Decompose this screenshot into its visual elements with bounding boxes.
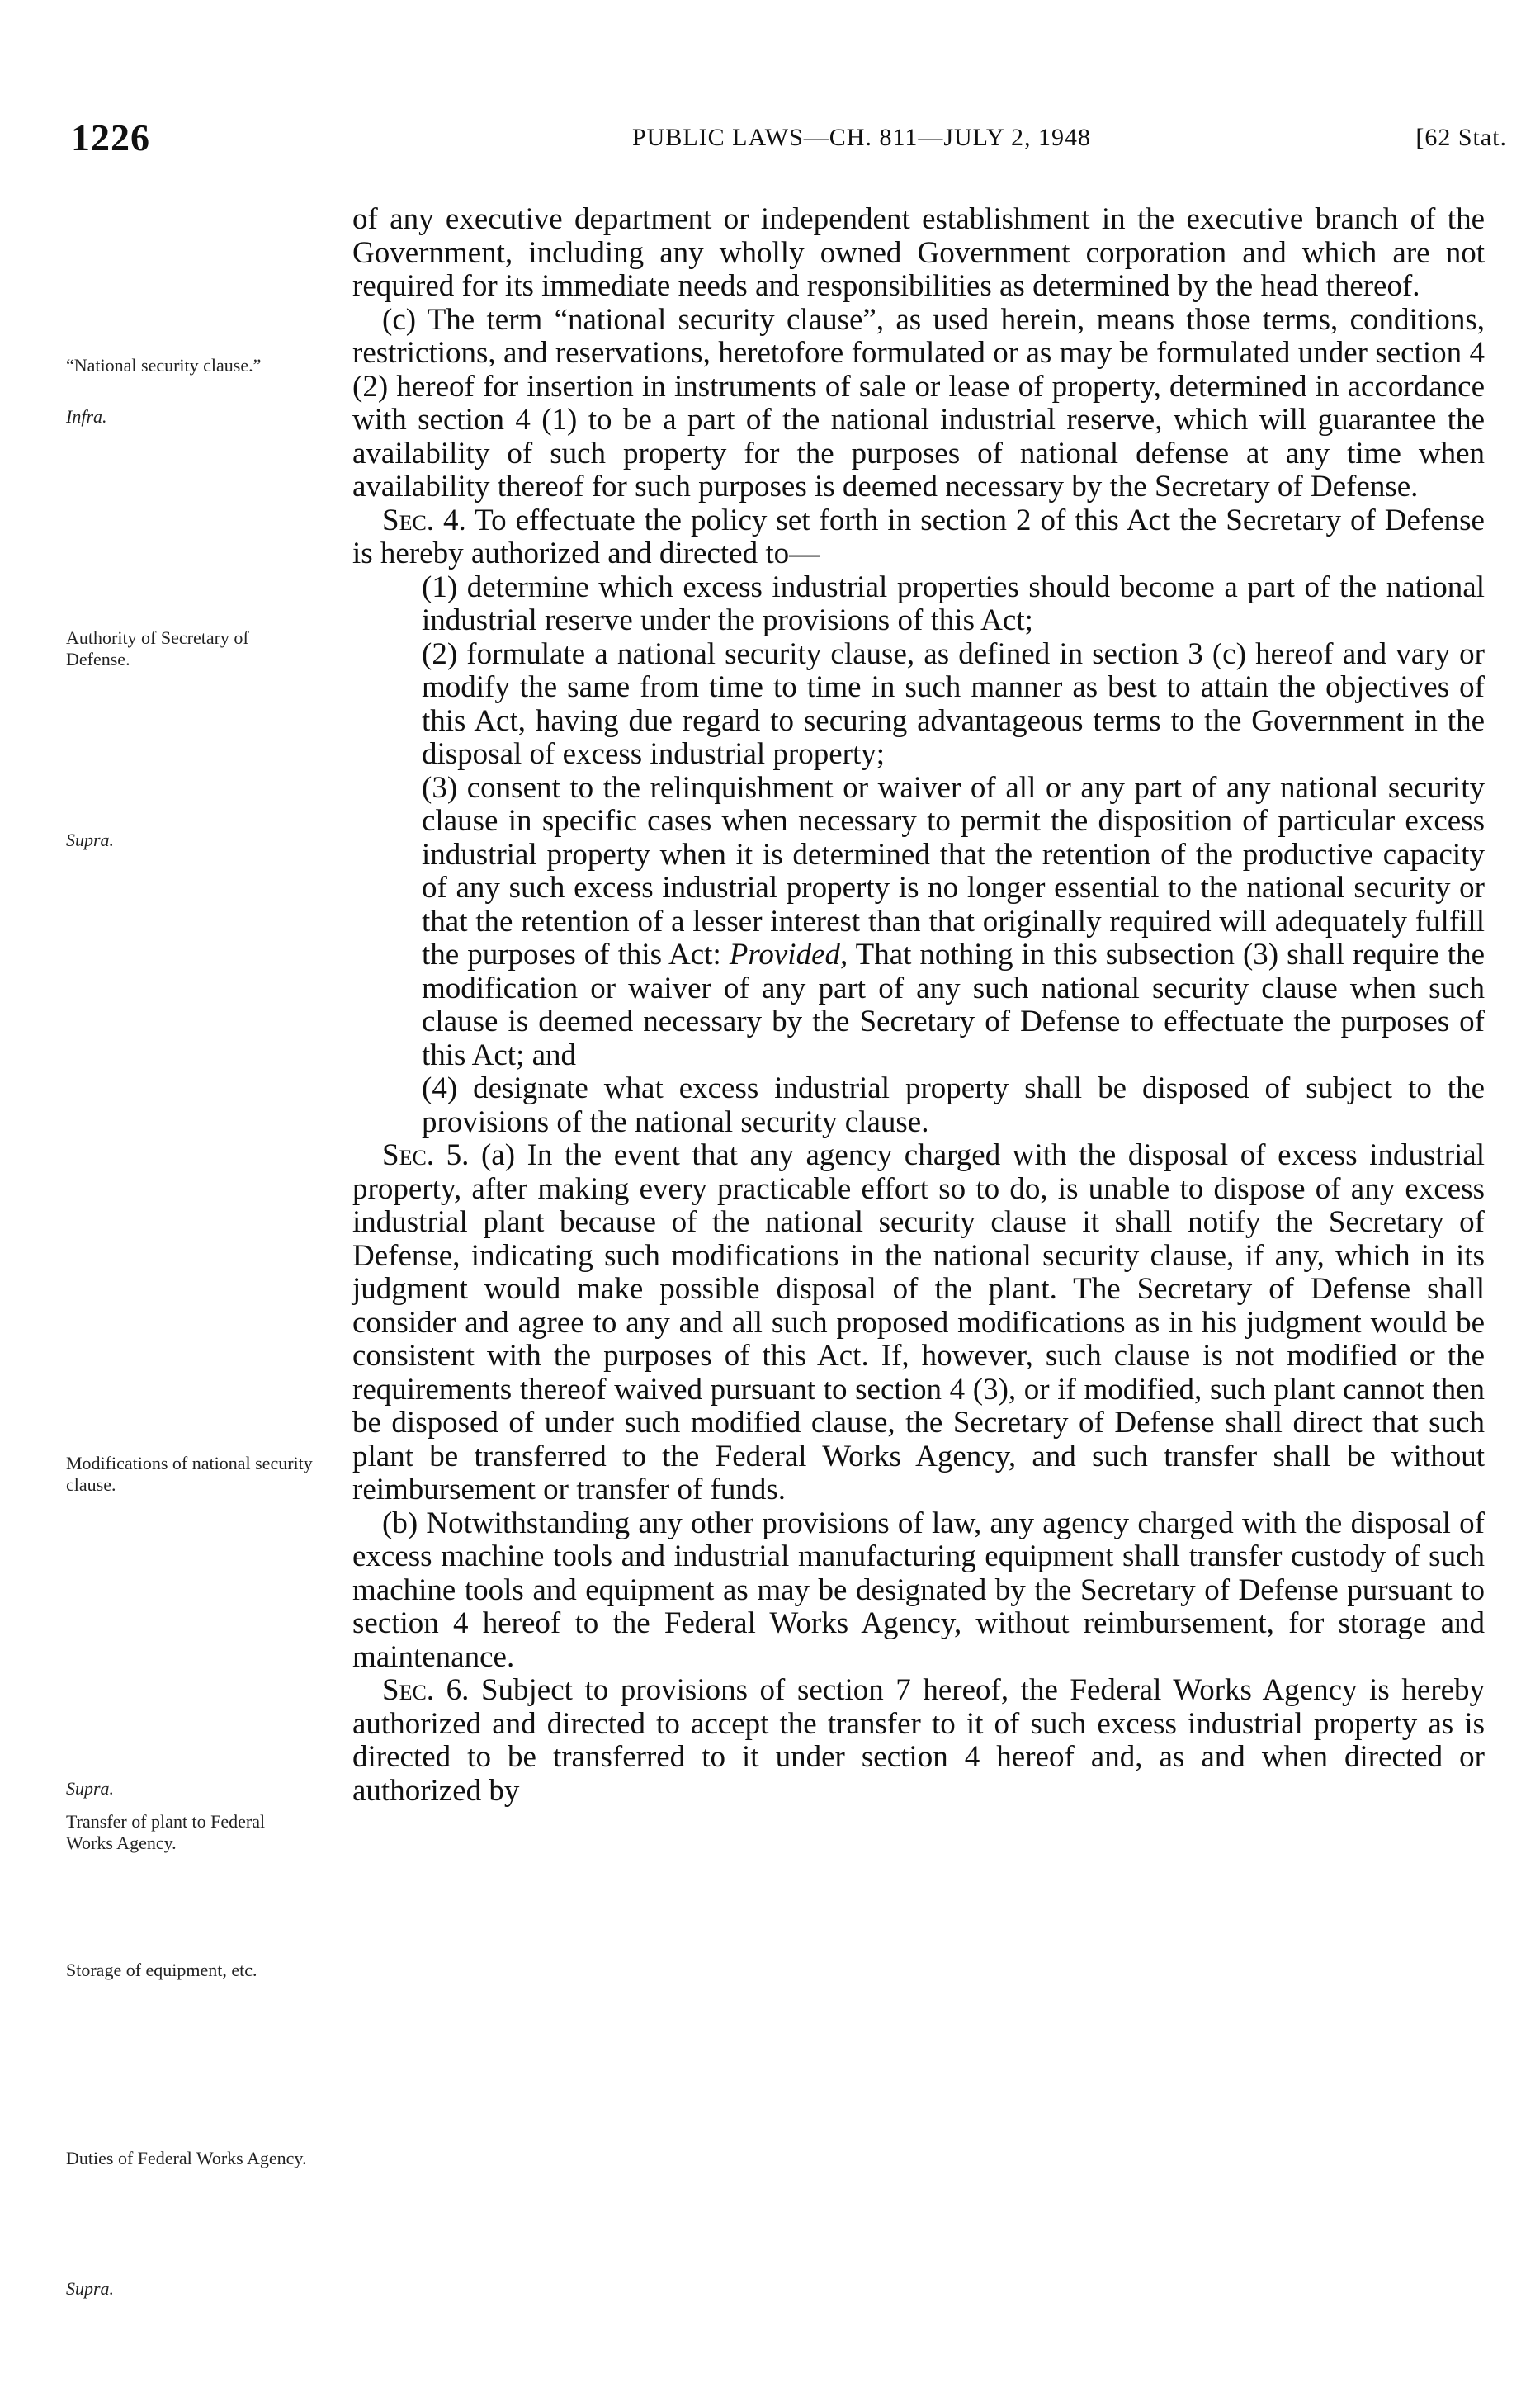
margin-note-infra: Infra. (66, 406, 107, 427)
page-header (71, 116, 1507, 165)
margin-note-national-security-clause: “National security clause.” (66, 355, 262, 376)
margin-note-duties-fwa: Duties of Federal Works Agency. (66, 2148, 307, 2168)
section-text: Subject to provisions of section 7 hereof, the Federal Works Agency is hereby authorized and directed to accept the transfer to it of such excess industrial property as is directed to be transferred to it under section 4 hereof and, as and when directed or authorized by (352, 1673, 1485, 1808)
section-text: (a) In the event that any agency charged with the disposal of excess industrial property, after making every practicable effort so to do, is unable to dispose of any excess industrial plant because of the national security clause it shall notify the Secretary of Defense, indicating such modifications in the national security clause, if any, which in its judgment would make possible disposal of the plant. The Secretary of Defense shall consider and agree to any and all such proposed modifications as in his judgment would be consistent with the purposes of this Act. If, however, such clause is not modified or the requirements thereof waived pursuant to section 4 (3), or if modified, such plant cannot then be disposed of under such modified clause, the Secretary of Defense shall direct that such plant be transferred to the Federal Works Agency, and such transfer shall be without reimbursement or transfer of funds. (352, 1138, 1486, 1506)
margin-note-authority-secretary: Authority of Secretary of Defense. (66, 627, 249, 669)
provided-word: Provided (729, 938, 841, 972)
page-number: 1226 (71, 116, 150, 158)
list-item-2: (2) formulate a national security clause, as defined in section 3 (c) hereof and vary or modify the same from time to time in such manner as best to attain the objectives of this Act, having due regard to securing advantageous terms to the Government in the disposal of excess industrial property; (422, 636, 1485, 771)
section-4 (352, 504, 1485, 571)
item3-text-b: , That nothing in this subsection (3) shall require the modification or waiver of any part of any such national security clause when such clause is deemed necessary by the Secretary of Defense to effectuate the purposes of this Act; and (422, 938, 1485, 1072)
list-item-4: (4) designate what excess industrial property shall be disposed of subject to the provisions of the national security clause. (422, 1071, 1485, 1139)
list-item-1: (1) determine which excess industrial properties should become a part of the national industrial reserve under the provisions of this Act; (422, 570, 1485, 637)
paragraph-3c: (c) The term “national security clause”, as used herein, means those terms, conditions, restrictions, and reservations, heretofore formulated or as may be formulated under section 4 (2) hereof for insertion in instruments of sale or lease of property, determined in accordance with section 4 (1) to be a part of the national industrial reserve, which will guarantee the availability of such property for the purposes of national defense at any time when availability thereof for such purposes is deemed necessary by the Secretary of Defense. (352, 302, 1485, 504)
section-label: Sec. 6. (382, 1673, 470, 1707)
item3-text-a: (3) consent to the relinquishment or waiver of all or any part of any national security clause in specific cases when necessary to permit the disposition of particular excess industrial property when it is determined that the retention of the productive capacity of any such excess industrial property is no longer essential to the national security or that the retention of a lesser interest than that originally required will adequately fulfill the purposes of this Act: (422, 770, 1485, 972)
list-item-3 (352, 772, 1485, 1073)
section-label: Sec. 4. (382, 503, 466, 537)
margin-note-supra-1: Supra. (66, 830, 115, 850)
margin-note-modifications: Modifications of national security clause. (66, 1453, 313, 1495)
margin-note-supra-3: Supra. (66, 2278, 115, 2299)
margin-note-supra-2: Supra. (66, 1778, 115, 1799)
section-text: To effectuate the policy set forth in section 2 of this Act the Secretary of Defense is hereby authorized and directed to— (352, 503, 1485, 570)
section-5a (352, 1139, 1485, 1507)
margin-note-storage-equipment: Storage of equipment, etc. (66, 1960, 257, 1980)
statute-body (352, 203, 1485, 1808)
section-6 (352, 1674, 1485, 1808)
section-5b: (b) Notwithstanding any other provisions of law, any agency charged with the disposal of excess machine tools and industrial manufacturing equipment shall transfer custody of such machine tools and equipment as may be designated by the Secretary of Defense pursuant to section 4 hereof to the Federal Works Agency, without reimbursement, for storage and maintenance. (352, 1506, 1485, 1674)
running-head: PUBLIC LAWS—CH. 811—JULY 2, 1948 (632, 124, 1092, 151)
paragraph-continuation: of any executive department or independent establishment in the executive branch of the Government, including any wholly owned Government corporation and which are not required for its immediate needs and responsibilities as determined by the head thereof. (352, 202, 1485, 303)
statute-volume: [62 Stat. (1415, 124, 1507, 151)
margin-note-transfer-plant: Transfer of plant to Federal Works Agency. (66, 1811, 266, 1853)
section-label: Sec. 5. (382, 1138, 470, 1172)
